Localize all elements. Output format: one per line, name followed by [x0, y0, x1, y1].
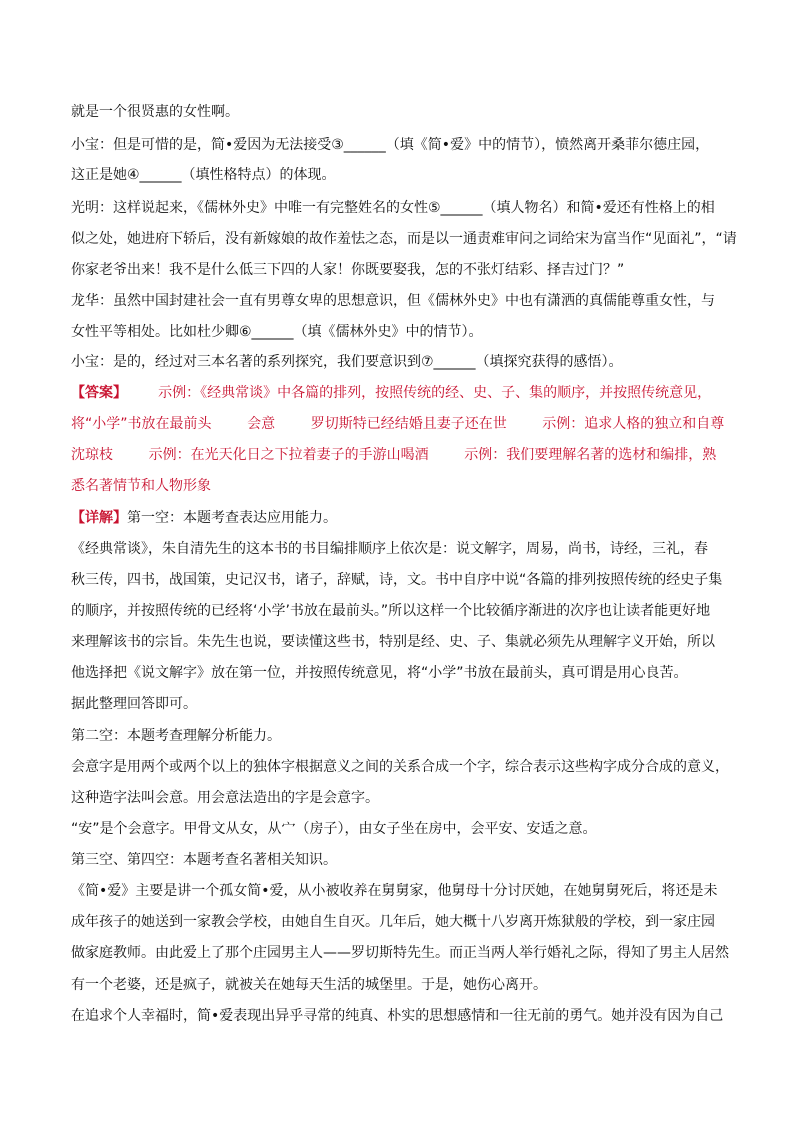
- text-line: 光明：这样说起来，《儒林外史》中唯一有完整姓名的女性⑤______（填人物名）和简•爱还有性格上的相: [71, 200, 715, 216]
- answer-tag: 【答案】: [71, 385, 127, 401]
- text-line: 你家老爷出来！我不是什么低三下四的人家！你既要娶我，怎的不张灯结彩、择吉过门？”: [71, 262, 625, 278]
- text-line: 龙华：虽然中国封建社会一直有男尊女卑的思想意识，但《儒林外史》中也有潇洒的真儒能尊重女性，与: [71, 293, 715, 309]
- detail-line: [71, 509, 731, 527]
- body-line: 的顺序，并按照传统的已经将‘小学’书放在最前头。”所以这样一个比较循序渐进的次序也让读者能更好地: [71, 603, 711, 619]
- body-line: 成年孩子的她送到一家教会学校，由她自生自灭。几年后，她大概十八岁离开炼狱般的学校，到一家庄园: [71, 914, 715, 930]
- body-line: 有一个老婆，还是疯子，就被关在她每天生活的城堡里。于是，她伤心离开。: [71, 977, 547, 993]
- body-line: 《简•爱》主要是讲一个孤女简•爱，从小被收养在舅舅家，他舅母十分讨厌她，在她舅舅死后，将还是未: [71, 883, 718, 899]
- text-line: 似之处，她进府下轿后，没有新嫁娘的故作羞怯之态，而是以一通责难审问之词给宋为富当作“见面礼”，“请: [71, 231, 737, 247]
- detail-text: 第一空：本题考查表达应用能力。: [127, 510, 337, 526]
- body-line: 他选择把《说文解字》放在第一位，并按照传统意见，将“小学”书放在最前头，真可谓是用心良苦。: [71, 665, 688, 681]
- text-line: 这正是她④______（填性格特点）的体现。: [71, 167, 336, 183]
- body-line: 做家庭教师。由此爱上了那个庄园男主人——罗切斯特先生。而正当两人举行婚礼之际，得知了男主人居然: [71, 945, 729, 961]
- body-line: 会意字是用两个或两个以上的独体字根据意义之间的关系合成一个字，综合表示这些构字成分合成的意义，: [71, 759, 729, 775]
- text-line: 小宝：但是可惜的是，简•爱因为无法接受③______（填《简•爱》中的情节），愤然离开桑菲尔德庄园，: [71, 137, 710, 153]
- text-line: 女性平等相处。比如杜少卿⑥______（填《儒林外史》中的情节）。: [71, 324, 483, 340]
- answer-line-2: 将“小学”书放在最前头 会意 罗切斯特已经结婚且妻子还在世 示例：追求人格的独立和自尊: [71, 416, 725, 432]
- text-line: 小宝：是的，经过对三本名著的系列探究，我们要意识到⑦______（填探究获得的感悟）。: [71, 354, 623, 370]
- body-line: 据此整理回答即可。: [71, 696, 197, 712]
- body-line: 第三空、第四空：本题考查名著相关知识。: [71, 852, 337, 868]
- body-line: 在追求个人幸福时，简•爱表现出异乎寻常的纯真、朴实的思想感情和一往无前的勇气。她并没有因为自己: [71, 1008, 724, 1024]
- body-line: 第二空：本题考查理解分析能力。: [71, 728, 281, 744]
- body-line: 这种造字法叫会意。用会意法造出的字是会意字。: [71, 790, 379, 806]
- answer-text: 示例：《经典常谈》中各篇的排列，按照传统的经、史、子、集的顺序，并按照传统意见，: [127, 385, 712, 401]
- body-line: 秋三传，四书，战国策，史记汉书，诸子，辞赋，诗，文。书中自序中说“各篇的排列按照传统的经史子集: [71, 572, 723, 588]
- text-line: 就是一个很贤惠的女性啊。: [71, 104, 239, 120]
- answer-line-3: 沈琼枝 示例：在光天化日之下拉着妻子的手游山喝酒 示例：我们要理解名著的选材和编排，熟: [71, 447, 717, 463]
- detail-tag: 【详解】: [71, 510, 127, 526]
- answer-line-4: 悉名著情节和人物形象: [71, 478, 211, 494]
- body-line: 《经典常谈》，朱自清先生的这本书的书目编排顺序上依次是：说文解字，周易，尚书，诗经，三礼，春: [71, 541, 708, 557]
- body-line: 来理解该书的宗旨。朱先生也说，要读懂这些书，特别是经、史、子、集就必须先从理解字义开始，所以: [71, 634, 715, 650]
- body-line: “安”是个会意字。甲骨文从女，从宀（房子），由女子坐在房中，会平安、安适之意。: [71, 821, 597, 837]
- answer-line-1: [71, 384, 731, 402]
